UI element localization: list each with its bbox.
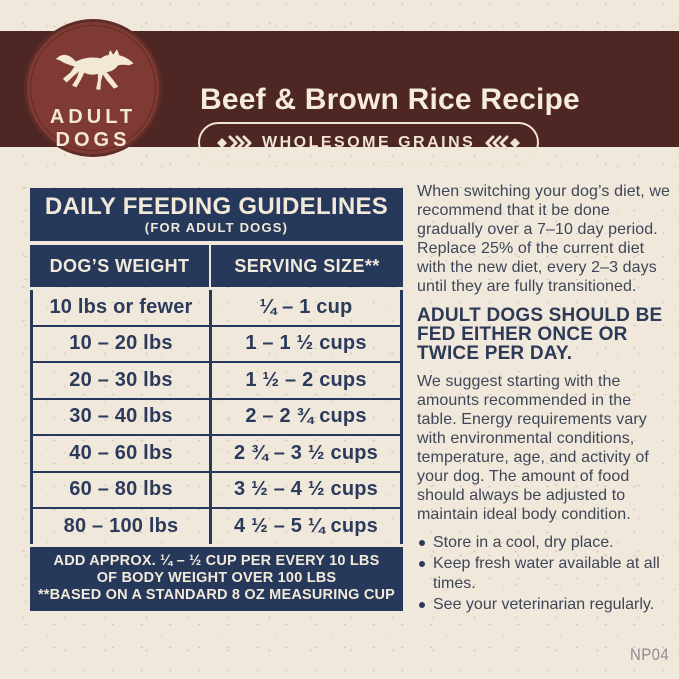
table-column-header [30, 245, 403, 287]
wholesome-grains-badge [198, 122, 539, 163]
serving-cell: ¼ – 1 cup [209, 290, 400, 325]
weight-cell: 20 – 30 lbs [69, 368, 173, 391]
weight-cell: 60 – 80 lbs [69, 478, 173, 501]
panel-code: NP04 [630, 645, 670, 664]
transition-paragraph: When switching your dog’s diet, we recommend that it be done gradually over a 7–10 day period. Replace 25% of the current diet with the new diet, every 2–3 days until they are fully transitioned. [417, 183, 671, 295]
serving-cell: 4 ½ – 5 ¼ cups [209, 509, 400, 544]
weight-cell: 10 lbs or fewer [49, 295, 193, 318]
feeding-info-column [417, 182, 670, 616]
table-title: DAILY FEEDING GUIDELINES [44, 192, 389, 220]
table-row [33, 290, 400, 325]
table-row [33, 507, 400, 544]
table-row [33, 398, 400, 435]
column-header-weight: DOG’S WEIGHT [49, 255, 190, 276]
serving-cell: 1 ½ – 2 cups [209, 363, 400, 398]
logo-text-adult: ADULT [49, 106, 137, 128]
feeding-frequency-heading: ADULT DOGS SHOULD BE FED EITHER ONCE OR TWICE PER DAY. [417, 305, 663, 364]
wheat-icon [485, 134, 521, 152]
footnote-line: OF BODY WEIGHT OVER 100 LBS [96, 569, 337, 586]
weight-cell: 30 – 40 lbs [69, 405, 173, 428]
weight-cell: 80 – 100 lbs [63, 514, 179, 537]
wheat-icon [216, 134, 252, 152]
weight-cell: 10 – 20 lbs [69, 332, 173, 355]
badge-label: WHOLESOME GRAINS [262, 133, 476, 151]
running-dog-icon [50, 44, 136, 100]
logo-text-dogs: DOGS [55, 129, 131, 151]
adult-dogs-logo [24, 19, 162, 157]
table-footnote-bar [30, 547, 403, 611]
serving-cell: 1 – 1 ½ cups [209, 327, 400, 362]
serving-cell: 2 – 2 ¾ cups [209, 400, 400, 435]
care-tip-item: Store in a cool, dry place. [417, 533, 670, 553]
feeding-guidelines-table [30, 188, 403, 611]
care-tips-list [417, 533, 670, 615]
footnote-line: **BASED ON A STANDARD 8 OZ MEASURING CUP [37, 586, 396, 603]
weight-cell: 40 – 60 lbs [69, 441, 173, 464]
table-row [33, 325, 400, 362]
amounts-paragraph: We suggest starting with the amounts recommended in the table. Energy requirements vary with environmental conditions, temperature, age, and activity of your dog. The amount of food should always be adjusted to maintain ideal body condition. [417, 373, 649, 523]
table-title-bar [30, 188, 403, 241]
table-rows [30, 290, 403, 544]
serving-cell: 2 ¾ – 3 ½ cups [209, 436, 400, 471]
care-tip-item: See your veterinarian regularly. [417, 595, 670, 615]
footnote-line: ADD APPROX. ¼ – ½ CUP PER EVERY 10 LBS [53, 552, 380, 569]
serving-cell: 3 ½ – 4 ½ cups [209, 473, 400, 508]
recipe-title: Beef & Brown Rice Recipe [200, 83, 580, 116]
table-row [33, 471, 400, 508]
table-row [33, 361, 400, 398]
column-header-serving: SERVING SIZE** [209, 245, 403, 287]
table-subtitle: (FOR ADULT DOGS) [144, 219, 289, 235]
care-tip-item: Keep fresh water available at all times. [417, 554, 670, 594]
table-row [33, 434, 400, 471]
